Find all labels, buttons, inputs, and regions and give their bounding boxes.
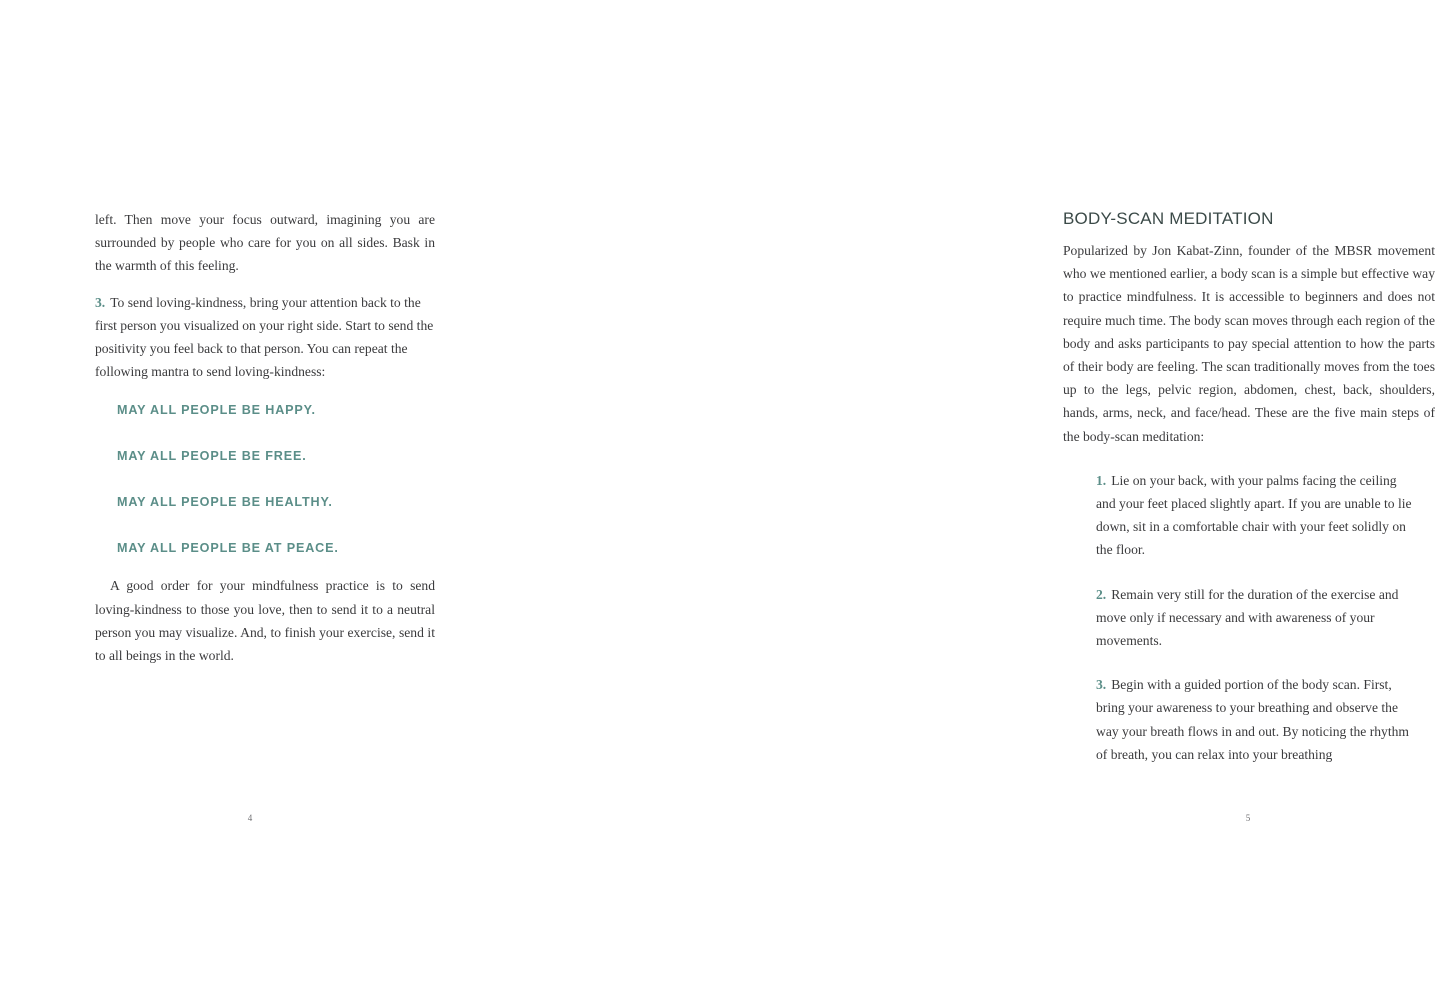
mantra-line-happy: MAY ALL PEOPLE BE HAPPY.: [117, 403, 316, 418]
left-step-3: [95, 291, 435, 384]
body-scan-steps-list: [1096, 469, 1412, 766]
mantra-list: [95, 402, 435, 556]
section-heading-body-scan-meditation: BODY-SCAN MEDITATION: [1063, 209, 1274, 228]
step-marker: 1.: [1096, 472, 1107, 488]
left-continued-paragraph: left. Then move your focus outward, imagining you are surrounded by people who care for you on all sides. Bask in the warmth of this feeling.: [95, 212, 435, 274]
step-text: Begin with a guided portion of the body scan. First, bring your awareness to your breathing and observe the way your breath flows in and out. By noticing the rhythm of breath, you can relax into your breathing: [1096, 677, 1409, 762]
right-intro-paragraph: Popularized by Jon Kabat-Zinn, founder of the MBSR movement who we mentioned earlier, a body scan is a simple but effective way to practice mindfulness. It is accessible to beginners and does not require much time. The body scan moves through each region of the body and asks participants to pay special attention to how the parts of their body are feeling. The scan traditionally moves from the toes up to the legs, pelvic region, abdomen, chest, back, shoulders, hands, arms, neck, and face/head. These are the five main steps of the body-scan meditation:: [1063, 243, 1435, 444]
step-text: Lie on your back, with your palms facing the ceiling and your feet placed slightly apart. If you are unable to lie down, sit in a comfortable chair with your feet solidly on the floor.: [1096, 472, 1412, 558]
mantra-line-healthy: MAY ALL PEOPLE BE HEALTHY.: [117, 495, 333, 510]
left-closing-paragraph: A good order for your mindfulness practice is to send loving-kindness to those you love, then to send it to a neutral person you may visualize. And, to finish your exercise, send it to all beings in the world.: [95, 578, 435, 664]
step-text: Remain very still for the duration of the exercise and move only if necessary and with awareness of your movements.: [1096, 586, 1399, 649]
body-scan-step-3: [1096, 673, 1412, 766]
mantra-line-free: MAY ALL PEOPLE BE FREE.: [117, 449, 307, 464]
body-scan-step-2: [1096, 583, 1412, 653]
page-number-right: 5: [1245, 813, 1251, 823]
step-marker: 3.: [1096, 677, 1107, 693]
mantra-line-at-peace: MAY ALL PEOPLE BE AT PEACE.: [117, 541, 339, 556]
step-marker: 2.: [1096, 586, 1107, 602]
step-marker: 3.: [95, 294, 106, 310]
page-number-left: 4: [247, 813, 253, 823]
body-scan-step-1: [1096, 469, 1412, 562]
right-page: [500, 0, 1435, 1000]
right-page-textblock: [1063, 208, 1435, 787]
left-page: [0, 0, 500, 1000]
left-page-textblock: [95, 208, 435, 680]
step-text: To send loving-kindness, bring your attention back to the first person you visualized on your right side. Start to send the positivity you feel back to that person. You can repeat the following mantra to send loving-kindness:: [95, 294, 434, 380]
